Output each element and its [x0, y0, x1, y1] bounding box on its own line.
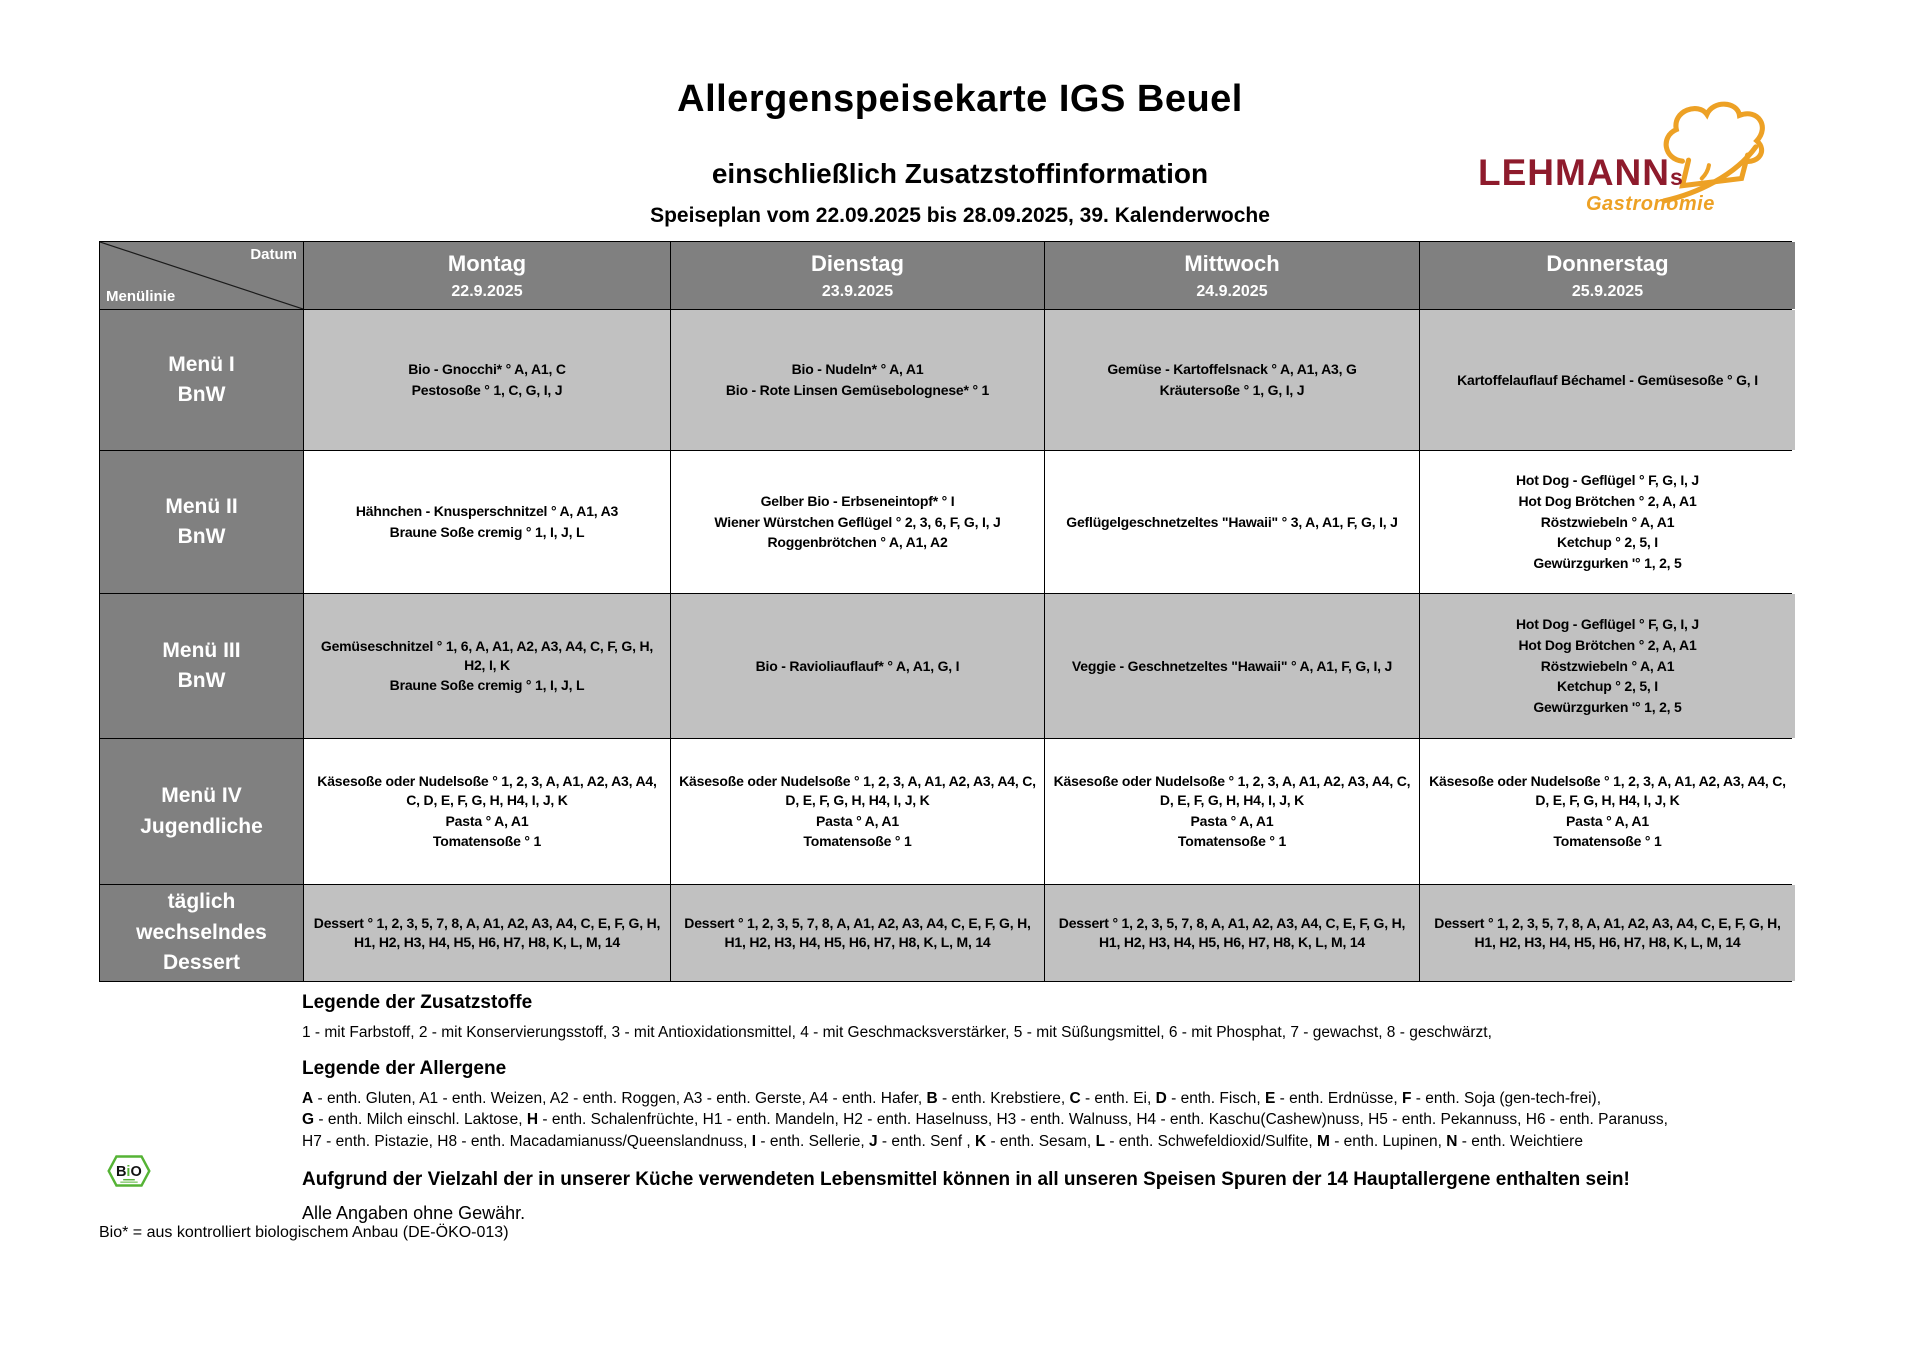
allergen-code: A4	[809, 1089, 829, 1107]
menu-item-line: Geflügelgeschnetzeltes "Hawaii" ° 3, A, A1, F, G, I, J	[1066, 513, 1398, 530]
lehmanns-gastronomie-logo	[1478, 96, 1778, 215]
allergen-code: H2	[843, 1111, 863, 1129]
allergen-code: A2	[549, 1089, 569, 1107]
menu-item-line: Gemüseschnitzel ° 1, 6, A, A1, A2, A3, A4, C, F, G, H, H2, I, K	[320, 637, 654, 673]
row-label-line: Menü III	[162, 638, 241, 662]
menu-item-line: Roggenbrötchen ° A, A1, A2	[767, 534, 948, 551]
menu-item-line: Pasta ° A, A1	[1566, 812, 1649, 829]
menu-cell-menu4-donnerstag	[1420, 739, 1795, 884]
menu-item-line: Tomatensoße ° 1	[1177, 833, 1287, 850]
row-label-line: Dessert	[162, 951, 241, 975]
menu-item-line: Kartoffelauflauf Béchamel - Gemüsesoße ° G, I	[1457, 371, 1758, 388]
menu-item-line: Bio - Ravioliauflauf* ° A, A1, G, I	[755, 657, 960, 674]
row-label-line: Menü IV	[161, 784, 242, 808]
row-label-line: täglich	[167, 890, 236, 914]
day-date: 24.9.2025	[1196, 282, 1268, 300]
menu-cell-dessert-dienstag	[671, 885, 1044, 981]
menu-item-line: Dessert ° 1, 2, 3, 5, 7, 8, A, A1, A2, A3, A4, C, E, F, G, H, H1, H2, H3, H4, H5, H6, H7, H8, K, L, M, 14	[1434, 915, 1781, 950]
day-name: Mittwoch	[1184, 250, 1280, 276]
menu-item-line: Pestosoße ° 1, C, G, I, J	[411, 382, 563, 398]
menu-item-line: Hot Dog Brötchen ° 2, A, A1	[1518, 636, 1697, 653]
menu-item-line: Käsesoße oder Nudelsoße ° 1, 2, 3, A, A1, A2, A3, A4, C, D, E, F, G, H, H4, I, J, K	[1429, 772, 1786, 808]
legend-section	[302, 992, 1777, 1224]
menu-item-line: Bio - Rote Linsen Gemüsebolognese* ° 1	[725, 382, 990, 398]
zusatzstoffe-heading: Legende der Zusatzstoffe	[302, 992, 533, 1013]
menu-item-line: Käsesoße oder Nudelsoße ° 1, 2, 3, A, A1, A2, A3, A4, C, D, E, F, G, H, H4, I, J, K	[1053, 772, 1411, 808]
column-header-donnerstag	[1420, 242, 1795, 309]
menu-cell-menu3-donnerstag	[1420, 594, 1795, 738]
menu-item-line: Tomatensoße ° 1	[803, 833, 912, 850]
column-header-mittwoch	[1045, 242, 1419, 309]
menu-item-line: Dessert ° 1, 2, 3, 5, 7, 8, A, A1, A2, A3, A4, C, E, F, G, H, H1, H2, H3, H4, H5, H6, H7, H8, K, L, M, 14	[684, 915, 1031, 950]
allergen-code: H3	[996, 1111, 1017, 1129]
row-label-menu-2	[100, 451, 303, 593]
menu-item-line: Hot Dog - Geflügel ° F, G, I, J	[1516, 615, 1699, 632]
menu-cell-menu1-donnerstag	[1420, 310, 1795, 450]
allergen-code: H1	[702, 1111, 723, 1129]
logo-tagline: Gastronomie	[1586, 193, 1715, 215]
menu-cell-menu3-montag	[304, 594, 670, 738]
row-label-line: Menü I	[168, 352, 235, 376]
menu-cell-dessert-donnerstag	[1420, 885, 1795, 981]
allergen-code: J	[868, 1133, 878, 1151]
bio-seal-icon	[100, 1148, 158, 1194]
trace-warning-note: Aufgrund der Vielzahl der in unserer Küche verwendeten Lebensmittel können in all unseren Speisen Spuren der 14 Hauptallergene enthalten sein!	[302, 1168, 1630, 1190]
menu-item-line: Tomatensoße ° 1	[1553, 833, 1662, 850]
row-label-menu-4	[100, 739, 303, 884]
menu-item-line: Pasta ° A, A1	[1190, 812, 1274, 829]
allergen-code: H6	[1525, 1111, 1546, 1129]
allergene-line-1: A - enth. Gluten, A1 - enth. Weizen, A2 - enth. Roggen, A3 - enth. Gerste, A4 - enth. Hafer, B - enth. Krebstiere, C - enth. Ei, D - enth. Fisch, E - enth. Erdnüsse, F - enth. Soja (gen-tech-frei),	[302, 1089, 1602, 1107]
menu-item-line: Veggie - Geschnetzeltes "Hawaii" ° A, A1, F, G, I, J	[1071, 657, 1393, 674]
allergene-line-2: G - enth. Milch einschl. Laktose, H - enth. Schalenfrüchte, H1 - enth. Mandeln, H2 - enth. Haselnuss, H3 - enth. Walnuss, H4 - enth. Kaschu(Cashew)nuss, H5 - enth. Pekannuss, H6 - enth. Paranuss,	[302, 1111, 1668, 1129]
row-label-dessert	[100, 885, 303, 981]
menu-cell-menu2-mittwoch	[1045, 451, 1419, 593]
row-label-line: Jugendliche	[140, 814, 263, 838]
menu-cell-menu1-mittwoch	[1045, 310, 1419, 450]
allergen-code: L	[1095, 1133, 1106, 1151]
menu-cell-menu1-montag	[304, 310, 670, 450]
allergen-code: A1	[419, 1089, 439, 1107]
menu-item-line: Ketchup ° 2, 5, I	[1557, 534, 1658, 551]
logo-s: s	[1669, 164, 1683, 190]
menu-item-line: Röstzwiebeln ° A, A1	[1540, 657, 1675, 674]
menu-cell-menu2-montag	[304, 451, 670, 593]
page-subtitle: einschließlich Zusatzstoffinformation	[711, 158, 1209, 189]
menu-item-line: Kräutersoße ° 1, G, I, J	[1159, 382, 1305, 398]
menu-item-line: Braune Soße cremig ° 1, I, J, L	[389, 524, 585, 540]
allergen-code: H7	[302, 1133, 322, 1151]
menu-item-line: Pasta ° A, A1	[445, 812, 529, 829]
menu-item-line: Gelber Bio - Erbseneintopf* ° I	[760, 492, 955, 509]
logo-wordmark-text: LEHMANN	[1478, 152, 1670, 193]
zusatzstoffe-line: 1 - mit Farbstoff, 2 - mit Konservierungsstoff, 3 - mit Antioxidationsmittel, 4 - mit Geschmacksverstärker, 5 - mit Süßungsmittel, 6 - mit Phosphat, 7 - gewachst, 8 - geschwärzt,	[302, 1024, 1492, 1041]
menu-item-line: Wiener Würstchen Geflügel ° 2, 3, 6, F, G, I, J	[714, 513, 1001, 530]
allergen-code: H4	[1136, 1111, 1157, 1129]
allergen-code: G	[302, 1111, 315, 1129]
day-date: 25.9.2025	[1571, 282, 1644, 300]
corner-label-datum: Datum	[250, 246, 297, 263]
menu-item-line: Hot Dog Brötchen ° 2, A, A1	[1518, 492, 1697, 509]
allergen-code: F	[1402, 1089, 1412, 1107]
allergen-code: B	[926, 1089, 938, 1107]
menu-item-line: Gewürzgurken '° 1, 2, 5	[1533, 699, 1682, 716]
menu-item-line: Bio - Nudeln* ° A, A1	[791, 361, 924, 378]
menu-cell-menu2-dienstag	[671, 451, 1044, 593]
menu-cell-dessert-mittwoch	[1045, 885, 1419, 981]
menu-item-line: Braune Soße cremig ° 1, I, J, L	[389, 677, 585, 694]
menu-item-line: Bio - Gnocchi* ° A, A1, C	[408, 361, 566, 378]
day-name: Dienstag	[811, 250, 904, 276]
allergen-code: H5	[1368, 1111, 1388, 1129]
allergen-code: H	[526, 1111, 539, 1129]
allergen-code: C	[1069, 1089, 1081, 1107]
table-corner-cell	[100, 242, 303, 309]
day-name: Montag	[447, 250, 527, 276]
svg-text:BiO: BiO	[115, 1163, 142, 1180]
allergen-code: M	[1316, 1133, 1330, 1151]
column-header-dienstag	[671, 242, 1044, 309]
menu-item-line: Hot Dog - Geflügel ° F, G, I, J	[1516, 471, 1699, 488]
row-label-line: BnW	[177, 669, 226, 692]
allergen-code: E	[1265, 1089, 1276, 1107]
menu-item-line: Dessert ° 1, 2, 3, 5, 7, 8, A, A1, A2, A3, A4, C, E, F, G, H, H1, H2, H3, H4, H5, H6, H7, H8, K, L, M, 14	[1058, 915, 1406, 950]
bio-footnote: Bio* = aus kontrolliert biologischem Anbau (DE-ÖKO-013)	[99, 1224, 509, 1241]
row-label-menu-3	[100, 594, 303, 738]
menu-item-line: Hähnchen - Knusperschnitzel ° A, A1, A3	[355, 503, 619, 520]
row-label-menu-1	[100, 310, 303, 450]
row-label-line: Menü II	[165, 494, 238, 518]
day-date: 23.9.2025	[821, 282, 894, 300]
corner-label-menulinie: Menülinie	[106, 288, 176, 305]
menu-item-line: Dessert ° 1, 2, 3, 5, 7, 8, A, A1, A2, A3, A4, C, E, F, G, H, H1, H2, H3, H4, H5, H6, H7, H8, K, L, M, 14	[313, 915, 661, 950]
menu-item-line: Gemüse - Kartoffelsnack ° A, A1, A3, G	[1107, 361, 1357, 378]
menu-item-line: Käsesoße oder Nudelsoße ° 1, 2, 3, A, A1, A2, A3, A4, C, D, E, F, G, H, H4, I, J, K	[679, 772, 1036, 808]
day-date: 22.9.2025	[451, 282, 523, 300]
column-header-montag	[304, 242, 670, 309]
row-label-line: BnW	[177, 383, 226, 406]
menu-item-line: Gewürzgurken '° 1, 2, 5	[1533, 555, 1682, 572]
allergen-code: H8	[437, 1133, 458, 1151]
menu-cell-menu3-mittwoch	[1045, 594, 1419, 738]
menu-cell-dessert-montag	[304, 885, 670, 981]
logo-wordmark	[1478, 152, 1683, 194]
plan-date-range: Speiseplan vom 22.09.2025 bis 28.09.2025, 39. Kalenderwoche	[650, 204, 1270, 227]
day-name: Donnerstag	[1546, 250, 1669, 276]
menu-cell-menu4-montag	[304, 739, 670, 884]
allergene-line-3: H7 - enth. Pistazie, H8 - enth. Macadamianuss/Queenslandnuss, I - enth. Sellerie, J - enth. Senf , K - enth. Sesam, L - enth. Schwefeldioxid/Sulfite, M - enth. Lupinen, N - enth. Weichtiere	[302, 1133, 1583, 1151]
allergen-code: N	[1446, 1133, 1458, 1151]
menu-item-line: Röstzwiebeln ° A, A1	[1540, 513, 1675, 530]
allergen-code: A	[302, 1089, 314, 1107]
menu-item-line: Pasta ° A, A1	[816, 812, 899, 829]
menu-table	[99, 241, 1792, 982]
menu-cell-menu4-mittwoch	[1045, 739, 1419, 884]
menu-cell-menu1-dienstag	[671, 310, 1044, 450]
menu-cell-menu4-dienstag	[671, 739, 1044, 884]
allergene-heading: Legende der Allergene	[302, 1057, 507, 1079]
menu-cell-menu3-dienstag	[671, 594, 1044, 738]
allergen-code: A3	[683, 1089, 703, 1107]
menu-item-line: Ketchup ° 2, 5, I	[1557, 678, 1658, 695]
menu-item-line: Käsesoße oder Nudelsoße ° 1, 2, 3, A, A1, A2, A3, A4, C, D, E, F, G, H, H4, I, J, K	[317, 772, 657, 808]
disclaimer-note: Alle Angaben ohne Gewähr.	[302, 1202, 526, 1223]
allergen-code: I	[751, 1133, 757, 1151]
allergen-code: K	[974, 1133, 987, 1151]
page-title: Allergenspeisekarte IGS Beuel	[677, 78, 1243, 120]
row-label-line: wechselndes	[136, 920, 267, 944]
menu-cell-menu2-donnerstag	[1420, 451, 1795, 593]
row-label-line: BnW	[177, 525, 226, 548]
allergen-code: D	[1155, 1089, 1167, 1107]
menu-item-line: Tomatensoße ° 1	[432, 833, 542, 850]
